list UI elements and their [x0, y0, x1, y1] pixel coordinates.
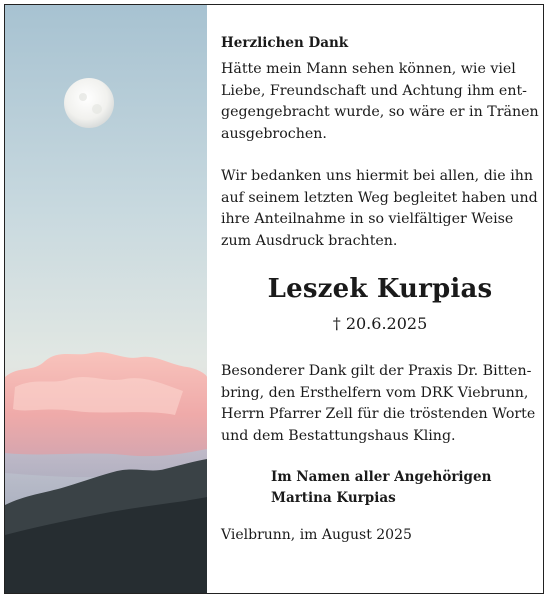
special-thanks-paragraph: Besonderer Dank gilt der Praxis Dr. Bitten-bring, den Ersthelfern vom DRK Viebrunn, Herrn Pfarrer Zell für die tröstenden Worte und dem Bestattungshaus Kling. — [221, 363, 536, 444]
notice-heading: Herzlichen Dank — [221, 35, 349, 51]
place-date: Vielbrunn, im August 2025 — [221, 527, 412, 543]
thanks-paragraph: Wir bedanken uns hiermit bei allen, die ihn auf seinem letzten Weg begleitet haben und ihre Anteilnahme in so vielfältiger Weise zum Ausdruck brachten. — [221, 168, 538, 249]
death-date: † 20.6.2025 — [332, 314, 428, 333]
moon-landscape-photo — [5, 5, 207, 593]
moon — [64, 78, 114, 128]
notice-text — [221, 33, 539, 543]
deceased-name: Leszek Kurpias — [267, 274, 493, 304]
signature-line-2: Martina Kurpias — [271, 490, 396, 506]
signature — [221, 467, 539, 509]
signature-line-1: Im Namen aller Angehörigen — [271, 469, 492, 485]
gratitude-paragraph: Hätte mein Mann sehen können, wie viel Liebe, Freundschaft und Achtung ihm ent-gegengebracht wurde, so wäre er in Tränen ausgebrochen. — [221, 61, 539, 142]
obituary-notice — [4, 4, 544, 594]
